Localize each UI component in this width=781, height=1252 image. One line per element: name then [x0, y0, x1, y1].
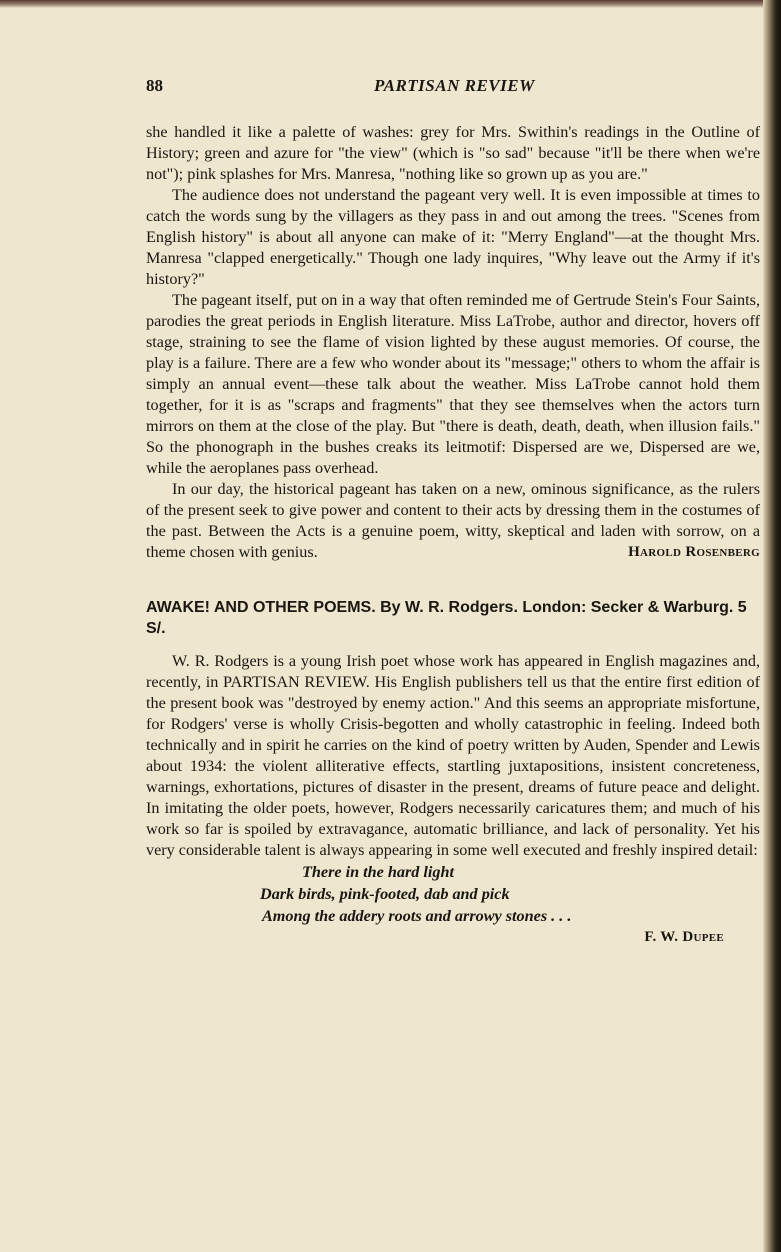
reviewer-signature: F. W. Dupee: [644, 929, 724, 945]
reviewer-signature: Harold Rosenberg: [628, 544, 760, 560]
paragraph: The audience does not understand the pageant very well. It is even impossible at times to catch the words sung by the villagers as they pass in and out among the trees. "Scenes from English history" is about all anyone can make of it: "Merry England"—at the thought Mrs. Manresa "clapped energetically." Though one lady inquires, "Why leave out the Army if it's history?": [146, 186, 760, 288]
paragraph: In our day, the historical pageant has taken on a new, ominous significance, as the rulers of the present seek to give power and content to their acts by dressing them in the costumes of the past. Between the Acts is a genuine poem, witty, skeptical and laden with sorrow, on a theme chosen with genius.: [146, 480, 760, 561]
paragraph: she handled it like a palette of washes: grey for Mrs. Swithin's readings in the Outline of History; green and azure for "the view" (which is "so sad" because "it'll be there when we're not"); pink splashes for Mrs. Manresa, "nothing like so grown up as you are.": [146, 123, 760, 183]
review-dupee: [146, 651, 760, 861]
page-number: 88: [146, 76, 163, 95]
book-page: [146, 76, 760, 946]
verse-line: There in the hard light: [302, 863, 455, 881]
review-heading: AWAKE! AND OTHER POEMS. By W. R. Rodgers. London: Secker & Warburg. 5 S/.: [146, 599, 747, 637]
running-head: [146, 76, 760, 102]
paragraph: W. R. Rodgers is a young Irish poet whose work has appeared in English magazines and, recently, in PARTISAN REVIEW. His English publishers tell us that the entire first edition of the present book was "destroyed by enemy action." And this seems an appropriate misfortune, for Rodgers' verse is wholly Crisis-begotten and wholly catastrophic in feeling. Indeed both technically and in spirit he carries on the kind of poetry written by Auden, Spender and Lewis about 1934: the violent alliterative effects, startling juxtapositions, insistent concreteness, warnings, exhortations, pictures of disaster in the present, dreams of future peace and delight. In imitating the older poets, however, Rodgers necessarily caricatures them; and much of his work so far is spoiled by extravagance, automatic brilliance, and lack of personality. Yet his very considerable talent is always appearing in some well executed and freshly inspired detail:: [146, 652, 760, 859]
verse-line: Dark birds, pink-footed, dab and pick: [260, 885, 510, 903]
verse-quotation: [146, 861, 760, 927]
page-top-edge: [0, 0, 781, 8]
paragraph: The pageant itself, put on in a way that often reminded me of Gertrude Stein's Four Saints, parodies the great periods in English literature. Miss LaTrobe, author and director, hovers off stage, straining to see the flame of vision lighted by these august memories. Of course, the play is a failure. There are a few who wonder about its "message;" others to whom the affair is simply an annual event—these talk about the weather. Miss LaTrobe cannot hold them together, for it is as "scraps and fragments" that they see themselves when the actors turn mirrors on them at the close of the play. But "there is death, death, death, when illusion fails." So the phonograph in the bushes creaks its leitmotif: Dispersed are we, Dispersed are we, while the aeroplanes pass overhead.: [146, 291, 760, 477]
journal-title: PARTISAN REVIEW: [374, 76, 535, 95]
book-spine-shadow: [763, 0, 781, 1252]
review-rosenberg: [146, 122, 760, 563]
verse-line: Among the addery roots and arrowy stones . . .: [262, 907, 572, 925]
